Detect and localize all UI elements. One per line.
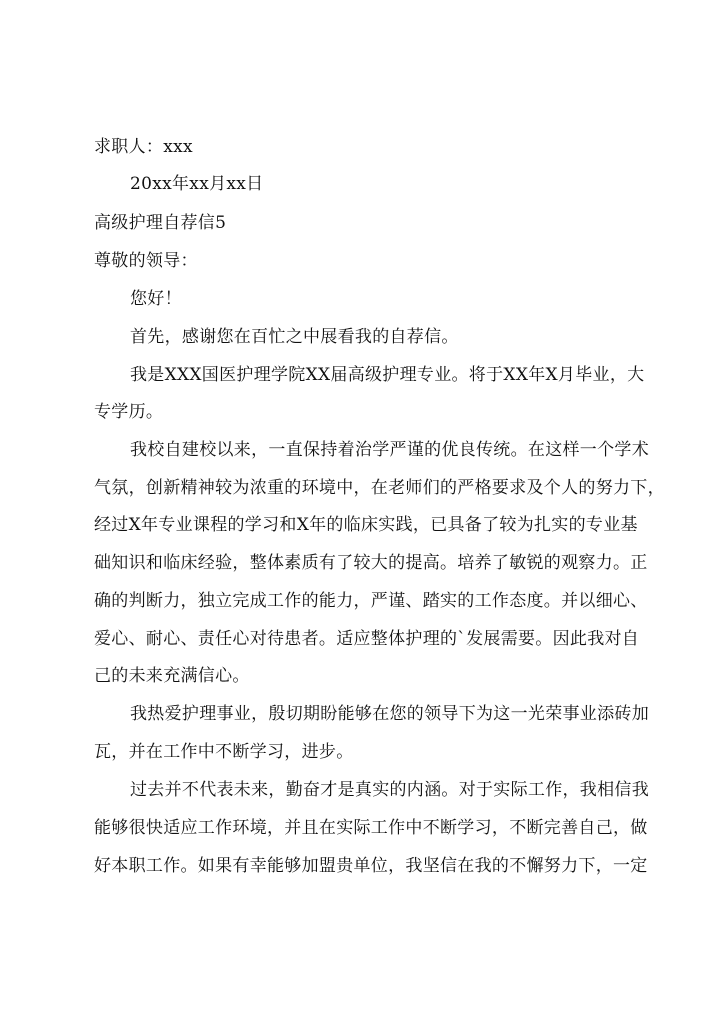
intro-line: 首先，感谢您在百忙之中展看我的自荐信。 bbox=[130, 327, 459, 347]
paragraph-4-line-1: 过去并不代表未来，勤奋才是真实的内涵。对于实际工作，我相信我 bbox=[130, 780, 649, 800]
salutation: 尊敬的领导： bbox=[94, 251, 198, 271]
paragraph-1-line-1: 我是XXX国医护理学院XX届高级护理专业。将于XX年X月毕业，大 bbox=[130, 365, 645, 385]
letter-title: 高级护理自荐信5 bbox=[94, 213, 227, 233]
paragraph-2-line-6: 爱心、耐心、责任心对待患者。适应整体护理的`发展需要。因此我对自 bbox=[94, 629, 640, 649]
paragraph-2-line-5: 确的判断力，独立完成工作的能力，严谨、踏实的工作态度。并以细心、 bbox=[94, 591, 648, 611]
paragraph-2-line-3: 经过X年专业课程的学习和X年的临床实践，已具备了较为扎实的专业基 bbox=[94, 515, 638, 535]
paragraph-4-line-2: 能够很快适应工作环境，并且在实际工作中不断学习，不断完善自己，做 bbox=[94, 818, 648, 838]
date-line: 20xx年xx月xx日 bbox=[130, 174, 264, 194]
greeting: 您好！ bbox=[130, 289, 182, 309]
paragraph-1-line-2: 专学历。 bbox=[94, 402, 164, 422]
paragraph-2-line-1: 我校自建校以来，一直保持着治学严谨的优良传统。在这样一个学术 bbox=[130, 440, 649, 460]
paragraph-3-line-2: 瓦，并在工作中不断学习，进步。 bbox=[94, 742, 354, 762]
paragraph-4-line-3: 好本职工作。如果有幸能够加盟贵单位，我坚信在我的不懈努力下，一定 bbox=[94, 856, 648, 876]
paragraph-2-line-4: 础知识和临床经验，整体素质有了较大的提高。培养了敏锐的观察力。正 bbox=[94, 553, 648, 573]
paragraph-2-line-7: 己的未来充满信心。 bbox=[94, 666, 250, 686]
paragraph-2-line-2: 气氛，创新精神较为浓重的环境中，在老师们的严格要求及个人的努力下， bbox=[94, 478, 665, 498]
applicant-line: 求职人：xxx bbox=[94, 137, 193, 157]
paragraph-3-line-1: 我热爱护理事业，殷切期盼能够在您的领导下为这一光荣事业添砖加 bbox=[130, 704, 649, 724]
